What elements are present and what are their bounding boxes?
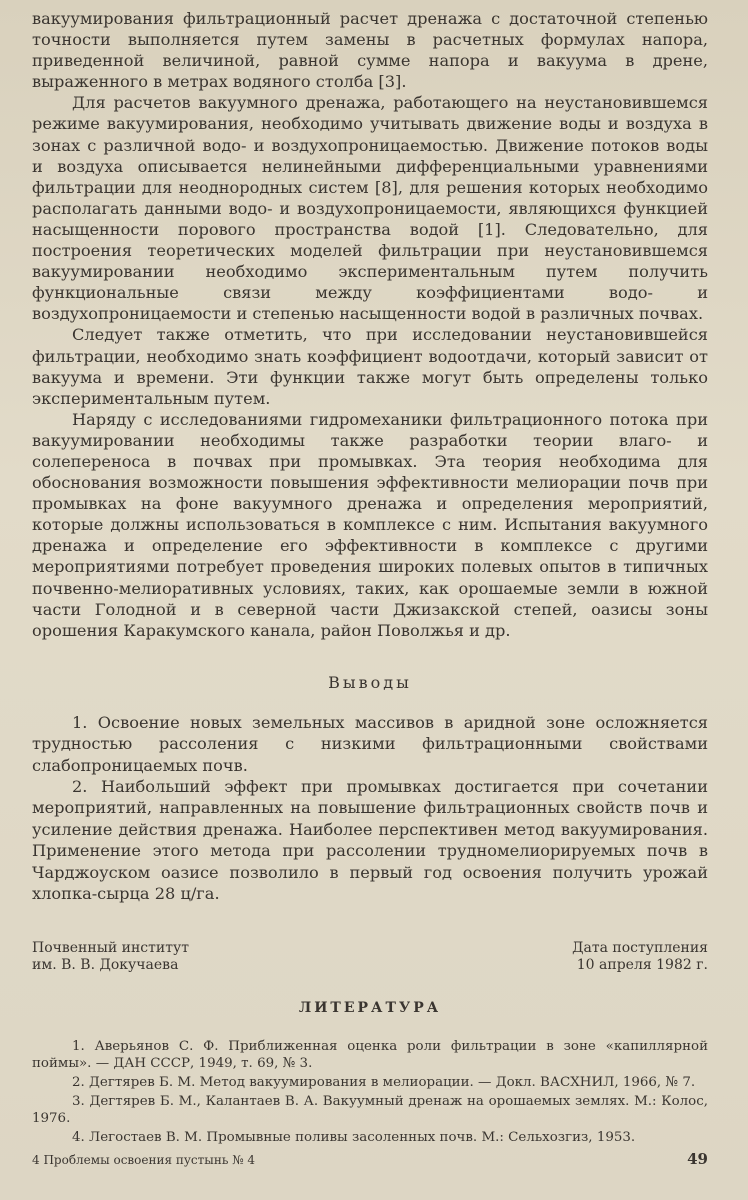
reference-2: 2. Дегтярев Б. М. Метод вакуумирования в мелиорации. — Докл. ВАСХНИЛ, 1966, № 7. [72,1075,696,1091]
reference-4: 4. Легостаев В. М. Промывные поливы засоленных почв. М.: Сельхозгиз, 1953. [72,1130,636,1146]
received-line-1: Дата поступления [572,940,708,957]
paragraph-3: Следует также отметить, что при исследовании неустановившейся фильтрации, необходимо знать коэффициент водоотдачи, который зависит от вакуума и времени. Эти функции также могут быть определены только экспериментальным путем. [32,325,708,408]
page-number: 49 [687,1150,708,1168]
received-line-2: 10 апреля 1982 г. [576,957,708,974]
paragraph-2: Для расчетов вакуумного дренажа, работающего на неустановившемся режиме вакуумирования, необходимо учитывать движение воды и воздуха в зонах с различной водо- и воздухопроницаемостью. Движение потоков воды и воздуха описывается нелинейными дифференциальными уравнениями фильтрации для неоднородных систем [8], для решения которых необходимо располагать данными водо- и воздухопроницаемости, являющихся функцией насыщенности порового пространства водой [1]. Следовательно, для построения теоретических моделей фильтрации при неустановившемся вакуумировании необходимо экспериментальным путем получить функциональные связи между коэффициентами водо- и воздухопроницаемости и степенью насыщенности водой в различных почвах. [32,93,708,324]
page-footer [32,1150,708,1168]
conclusions-heading: Выводы [328,672,412,692]
journal-footer: 4 Проблемы освоения пустынь № 4 [32,1153,255,1167]
conclusion-1: 1. Освоение новых земельных массивов в аридной зоне осложняется трудностью рассоления с низкими фильтрационными свойствами слабопроницаемых почв. [32,712,708,775]
paragraph-4: Наряду с исследованиями гидромеханики фильтрационного потока при вакуумировании необходимы также разработки теории влаго- и солепереноса в почвах при промывках. Эта теория необходима для обоснования возможности повышения эффективности мелиорации почв при промывках на фоне вакуумного дренажа и определения мероприятий, которые должны использоваться в комплексе с ним. Испытания вакуумного дренажа и определение его эффективности в комплексе с другими мероприятиями потребует проведения широких полевых опытов в типичных почвенно-мелиоративных условиях, таких, как орошаемые земли в южной части Голодной и в северной части Джизакской степей, оазисы зоны орошения Каракумского канала, район Поволжья и др. [32,409,708,640]
received-date [572,940,708,974]
literature-heading: ЛИТЕРАТУРА [298,1000,442,1017]
affiliation [32,940,189,974]
affiliation-line-1: Почвенный институт [32,940,189,957]
reference-1: 1. Аверьянов С. Ф. Приближенная оценка роли фильтрации в зоне «капиллярной поймы». — ДАН СССР, 1949, т. 69, № 3. [32,1039,708,1072]
paragraph-1: вакуумирования фильтрационный расчет дренажа с достаточной степенью точности выполняется путем замены в расчетных формулах напора, приведенной величиной, равной сумме напора и вакуума в дрене, выраженного в метрах водяного столба [3]. [32,9,708,92]
affiliation-line-2: им. В. В. Докучаева [32,957,179,974]
conclusion-2: 2. Наибольший эффект при промывках достигается при сочетании мероприятий, направленных на повышение фильтрационных свойств почв и усиление действия дренажа. Наиболее перспективен метод вакуумирования. Применение этого метода при рассолении трудномелиорируемых почв в Чарджоуском оазисе позволило в первый год освоения получить урожай хлопка-сырца 28 ц/га. [32,777,708,904]
signature-block [32,940,708,974]
reference-3: 3. Дегтярев Б. М., Калантаев В. А. Вакуумный дренаж на орошаемых землях. М.: Колос, 1976. [32,1094,708,1127]
